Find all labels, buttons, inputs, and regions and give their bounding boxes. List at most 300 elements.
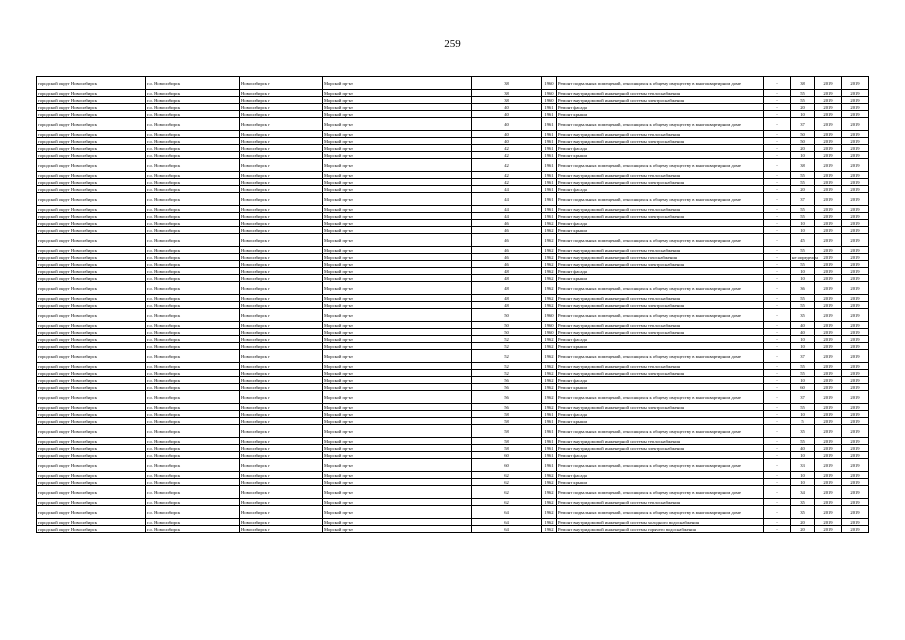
build-year-cell: 1962 xyxy=(542,519,557,526)
district-cell: г.о. Новосибирск xyxy=(146,111,240,118)
city-cell: Новосибирск г xyxy=(240,77,323,90)
city-cell: Новосибирск г xyxy=(240,363,323,370)
extra-cell: - xyxy=(764,261,791,268)
build-year-cell: 1962 xyxy=(542,282,557,295)
table-row xyxy=(37,526,869,533)
district-cell: г.о. Новосибирск xyxy=(146,370,240,377)
street-cell: Морской пр-кт xyxy=(323,186,472,193)
municipality-cell: городской округ Новосибирск xyxy=(37,206,146,213)
table-row xyxy=(37,343,869,350)
end-year-cell: 2019 xyxy=(842,282,869,295)
street-cell: Морской пр-кт xyxy=(323,282,472,295)
build-year-cell: 1962 xyxy=(542,302,557,309)
house-number-cell: 56 xyxy=(472,391,542,404)
extra-cell: - xyxy=(764,343,791,350)
municipality-cell: городской округ Новосибирск xyxy=(37,295,146,302)
start-year-cell: 2019 xyxy=(815,145,842,152)
district-cell: г.о. Новосибирск xyxy=(146,411,240,418)
street-cell: Морской пр-кт xyxy=(323,111,472,118)
extra-cell: - xyxy=(764,159,791,172)
table-row xyxy=(37,282,869,295)
street-cell: Морской пр-кт xyxy=(323,145,472,152)
work-type-cell: Ремонт внутридомовой инженерной системы электроснабжения xyxy=(557,213,764,220)
table-row xyxy=(37,138,869,145)
end-year-cell: 2019 xyxy=(842,234,869,247)
city-cell: Новосибирск г xyxy=(240,452,323,459)
work-type-cell: Ремонт подвальных помещений, относящихся к общему имуществу в многоквартирном доме xyxy=(557,159,764,172)
city-cell: Новосибирск г xyxy=(240,459,323,472)
wear-cell: 10 xyxy=(791,472,815,479)
work-type-cell: Ремонт фасада xyxy=(557,377,764,384)
work-type-cell: Ремонт внутридомовой инженерной системы электроснабжения xyxy=(557,302,764,309)
start-year-cell: 2019 xyxy=(815,336,842,343)
street-cell: Морской пр-кт xyxy=(323,445,472,452)
extra-cell: - xyxy=(764,104,791,111)
table-row xyxy=(37,418,869,425)
build-year-cell: 1961 xyxy=(542,425,557,438)
district-cell: г.о. Новосибирск xyxy=(146,275,240,282)
wear-cell: 35 xyxy=(791,309,815,322)
wear-cell: 37 xyxy=(791,350,815,363)
table-row xyxy=(37,459,869,472)
end-year-cell: 2019 xyxy=(842,377,869,384)
end-year-cell: 2019 xyxy=(842,425,869,438)
build-year-cell: 1962 xyxy=(542,261,557,268)
street-cell: Морской пр-кт xyxy=(323,363,472,370)
municipality-cell: городской округ Новосибирск xyxy=(37,138,146,145)
street-cell: Морской пр-кт xyxy=(323,152,472,159)
house-number-cell: 40 xyxy=(472,111,542,118)
city-cell: Новосибирск г xyxy=(240,302,323,309)
build-year-cell: 1961 xyxy=(542,418,557,425)
street-cell: Морской пр-кт xyxy=(323,302,472,309)
table-row xyxy=(37,452,869,459)
start-year-cell: 2019 xyxy=(815,506,842,519)
municipality-cell: городской округ Новосибирск xyxy=(37,322,146,329)
work-type-cell: Ремонт крыши xyxy=(557,111,764,118)
table-row xyxy=(37,384,869,391)
street-cell: Морской пр-кт xyxy=(323,418,472,425)
work-type-cell: Ремонт подвальных помещений, относящихся к общему имуществу в многоквартирном доме xyxy=(557,391,764,404)
work-type-cell: Ремонт внутридомовой инженерной системы теплоснабжения xyxy=(557,131,764,138)
street-cell: Морской пр-кт xyxy=(323,499,472,506)
end-year-cell: 2019 xyxy=(842,486,869,499)
work-type-cell: Ремонт внутридомовой инженерной системы теплоснабжения xyxy=(557,363,764,370)
work-type-cell: Ремонт внутридомовой инженерной системы электроснабжения xyxy=(557,329,764,336)
work-type-cell: Ремонт внутридомовой инженерной системы теплоснабжения xyxy=(557,499,764,506)
house-number-cell: 62 xyxy=(472,486,542,499)
street-cell: Морской пр-кт xyxy=(323,172,472,179)
district-cell: г.о. Новосибирск xyxy=(146,445,240,452)
build-year-cell: 1961 xyxy=(542,459,557,472)
extra-cell: - xyxy=(764,425,791,438)
work-type-cell: Ремонт внутридомовой инженерной системы электроснабжения xyxy=(557,404,764,411)
district-cell: г.о. Новосибирск xyxy=(146,438,240,445)
municipality-cell: городской округ Новосибирск xyxy=(37,526,146,533)
work-type-cell: Ремонт подвальных помещений, относящихся к общему имуществу в многоквартирном доме xyxy=(557,193,764,206)
build-year-cell: 1961 xyxy=(542,138,557,145)
city-cell: Новосибирск г xyxy=(240,152,323,159)
municipality-cell: городской округ Новосибирск xyxy=(37,343,146,350)
district-cell: г.о. Новосибирск xyxy=(146,404,240,411)
end-year-cell: 2019 xyxy=(842,97,869,104)
district-cell: г.о. Новосибирск xyxy=(146,322,240,329)
house-number-cell: 48 xyxy=(472,302,542,309)
extra-cell: - xyxy=(764,282,791,295)
work-type-cell: Ремонт внутридомовой инженерной системы электроснабжения xyxy=(557,445,764,452)
extra-cell: - xyxy=(764,438,791,445)
municipality-cell: городской округ Новосибирск xyxy=(37,309,146,322)
start-year-cell: 2019 xyxy=(815,247,842,254)
extra-cell: - xyxy=(764,519,791,526)
build-year-cell: 1962 xyxy=(542,370,557,377)
start-year-cell: 2019 xyxy=(815,77,842,90)
district-cell: г.о. Новосибирск xyxy=(146,302,240,309)
municipality-cell: городской округ Новосибирск xyxy=(37,254,146,261)
build-year-cell: 1960 xyxy=(542,77,557,90)
work-type-cell: Ремонт внутридомовой инженерной системы холодного водоснабжения xyxy=(557,519,764,526)
wear-cell: 10 xyxy=(791,336,815,343)
house-number-cell: 38 xyxy=(472,77,542,90)
build-year-cell: 1962 xyxy=(542,526,557,533)
extra-cell: - xyxy=(764,234,791,247)
build-year-cell: 1962 xyxy=(542,220,557,227)
end-year-cell: 2019 xyxy=(842,275,869,282)
street-cell: Морской пр-кт xyxy=(323,275,472,282)
municipality-cell: городской округ Новосибирск xyxy=(37,220,146,227)
wear-cell: 10 xyxy=(791,152,815,159)
district-cell: г.о. Новосибирск xyxy=(146,138,240,145)
extra-cell: - xyxy=(764,302,791,309)
wear-cell: 37 xyxy=(791,118,815,131)
street-cell: Морской пр-кт xyxy=(323,519,472,526)
work-type-cell: Ремонт внутридомовой инженерной системы теплоснабжения xyxy=(557,295,764,302)
table-row xyxy=(37,152,869,159)
city-cell: Новосибирск г xyxy=(240,526,323,533)
build-year-cell: 1961 xyxy=(542,159,557,172)
municipality-cell: городской округ Новосибирск xyxy=(37,391,146,404)
end-year-cell: 2019 xyxy=(842,363,869,370)
extra-cell: - xyxy=(764,506,791,519)
municipality-cell: городской округ Новосибирск xyxy=(37,268,146,275)
municipality-cell: городской округ Новосибирск xyxy=(37,77,146,90)
street-cell: Морской пр-кт xyxy=(323,391,472,404)
start-year-cell: 2019 xyxy=(815,479,842,486)
work-type-cell: Ремонт крыши xyxy=(557,227,764,234)
house-number-cell: 42 xyxy=(472,172,542,179)
house-number-cell: 58 xyxy=(472,411,542,418)
wear-cell: 55 xyxy=(791,90,815,97)
build-year-cell: 1962 xyxy=(542,479,557,486)
municipality-cell: городской округ Новосибирск xyxy=(37,213,146,220)
work-type-cell: Ремонт подвальных помещений, относящихся к общему имуществу в многоквартирном доме xyxy=(557,282,764,295)
house-number-cell: 40 xyxy=(472,131,542,138)
end-year-cell: 2019 xyxy=(842,159,869,172)
start-year-cell: 2019 xyxy=(815,322,842,329)
city-cell: Новосибирск г xyxy=(240,220,323,227)
table-row xyxy=(37,350,869,363)
house-number-cell: 46 xyxy=(472,234,542,247)
street-cell: Морской пр-кт xyxy=(323,206,472,213)
start-year-cell: 2019 xyxy=(815,363,842,370)
municipality-cell: городской округ Новосибирск xyxy=(37,411,146,418)
municipality-cell: городской округ Новосибирск xyxy=(37,111,146,118)
street-cell: Морской пр-кт xyxy=(323,438,472,445)
house-number-cell: 60 xyxy=(472,459,542,472)
work-type-cell: Ремонт внутридомовой инженерной системы теплоснабжения xyxy=(557,206,764,213)
extra-cell: - xyxy=(764,363,791,370)
start-year-cell: 2019 xyxy=(815,261,842,268)
street-cell: Морской пр-кт xyxy=(323,90,472,97)
house-number-cell: 48 xyxy=(472,295,542,302)
municipality-cell: городской округ Новосибирск xyxy=(37,384,146,391)
district-cell: г.о. Новосибирск xyxy=(146,234,240,247)
municipality-cell: городской округ Новосибирск xyxy=(37,302,146,309)
municipality-cell: городской округ Новосибирск xyxy=(37,519,146,526)
house-number-cell: 44 xyxy=(472,206,542,213)
city-cell: Новосибирск г xyxy=(240,445,323,452)
extra-cell: - xyxy=(764,336,791,343)
extra-cell: - xyxy=(764,213,791,220)
build-year-cell: 1962 xyxy=(542,247,557,254)
wear-cell: 37 xyxy=(791,391,815,404)
street-cell: Морской пр-кт xyxy=(323,377,472,384)
build-year-cell: 1962 xyxy=(542,391,557,404)
extra-cell: - xyxy=(764,472,791,479)
start-year-cell: 2019 xyxy=(815,295,842,302)
district-cell: г.о. Новосибирск xyxy=(146,159,240,172)
table-row xyxy=(37,363,869,370)
build-year-cell: 1962 xyxy=(542,275,557,282)
district-cell: г.о. Новосибирск xyxy=(146,145,240,152)
table-row xyxy=(37,172,869,179)
district-cell: г.о. Новосибирск xyxy=(146,193,240,206)
table-row xyxy=(37,425,869,438)
street-cell: Морской пр-кт xyxy=(323,343,472,350)
house-number-cell: 64 xyxy=(472,506,542,519)
build-year-cell: 1962 xyxy=(542,472,557,479)
city-cell: Новосибирск г xyxy=(240,145,323,152)
work-type-cell: Ремонт подвальных помещений, относящихся к общему имуществу в многоквартирном доме xyxy=(557,506,764,519)
table-row xyxy=(37,391,869,404)
extra-cell: - xyxy=(764,247,791,254)
house-number-cell: 42 xyxy=(472,145,542,152)
wear-cell: 55 xyxy=(791,295,815,302)
municipality-cell: городской округ Новосибирск xyxy=(37,179,146,186)
start-year-cell: 2019 xyxy=(815,499,842,506)
wear-cell: 10 xyxy=(791,275,815,282)
start-year-cell: 2019 xyxy=(815,329,842,336)
extra-cell: - xyxy=(764,526,791,533)
municipality-cell: городской округ Новосибирск xyxy=(37,472,146,479)
extra-cell: - xyxy=(764,97,791,104)
city-cell: Новосибирск г xyxy=(240,90,323,97)
end-year-cell: 2019 xyxy=(842,322,869,329)
street-cell: Морской пр-кт xyxy=(323,425,472,438)
table-row xyxy=(37,275,869,282)
wear-cell: 10 xyxy=(791,343,815,350)
table-row xyxy=(37,179,869,186)
end-year-cell: 2019 xyxy=(842,254,869,261)
extra-cell: - xyxy=(764,254,791,261)
house-number-cell: 58 xyxy=(472,438,542,445)
end-year-cell: 2019 xyxy=(842,459,869,472)
build-year-cell: 1962 xyxy=(542,384,557,391)
end-year-cell: 2019 xyxy=(842,206,869,213)
end-year-cell: 2019 xyxy=(842,384,869,391)
table-row xyxy=(37,186,869,193)
table-row xyxy=(37,159,869,172)
wear-cell: 10 xyxy=(791,479,815,486)
start-year-cell: 2019 xyxy=(815,220,842,227)
end-year-cell: 2019 xyxy=(842,295,869,302)
extra-cell: - xyxy=(764,145,791,152)
extra-cell: - xyxy=(764,322,791,329)
end-year-cell: 2019 xyxy=(842,472,869,479)
build-year-cell: 1962 xyxy=(542,377,557,384)
house-number-cell: 40 xyxy=(472,138,542,145)
district-cell: г.о. Новосибирск xyxy=(146,261,240,268)
page-number: 259 xyxy=(444,38,461,50)
build-year-cell: 1961 xyxy=(542,131,557,138)
work-type-cell: Ремонт фасада xyxy=(557,268,764,275)
city-cell: Новосибирск г xyxy=(240,350,323,363)
wear-cell: 10 xyxy=(791,227,815,234)
extra-cell: - xyxy=(764,206,791,213)
municipality-cell: городской округ Новосибирск xyxy=(37,336,146,343)
end-year-cell: 2019 xyxy=(842,329,869,336)
start-year-cell: 2019 xyxy=(815,282,842,295)
work-type-cell: Ремонт внутридомовой инженерной системы теплоснабжения xyxy=(557,247,764,254)
end-year-cell: 2019 xyxy=(842,220,869,227)
municipality-cell: городской округ Новосибирск xyxy=(37,145,146,152)
wear-cell: 55 xyxy=(791,247,815,254)
wear-cell: 20 xyxy=(791,186,815,193)
house-number-cell: 52 xyxy=(472,350,542,363)
start-year-cell: 2019 xyxy=(815,350,842,363)
work-type-cell: Ремонт фасада xyxy=(557,220,764,227)
build-year-cell: 1961 xyxy=(542,193,557,206)
house-number-cell: 58 xyxy=(472,425,542,438)
build-year-cell: 1961 xyxy=(542,172,557,179)
wear-cell: 10 xyxy=(791,411,815,418)
wear-cell: 37 xyxy=(791,193,815,206)
district-cell: г.о. Новосибирск xyxy=(146,384,240,391)
extra-cell: - xyxy=(764,227,791,234)
end-year-cell: 2019 xyxy=(842,186,869,193)
city-cell: Новосибирск г xyxy=(240,411,323,418)
extra-cell: - xyxy=(764,309,791,322)
city-cell: Новосибирск г xyxy=(240,377,323,384)
street-cell: Морской пр-кт xyxy=(323,322,472,329)
work-type-cell: Ремонт внутридомовой инженерной системы теплоснабжения xyxy=(557,172,764,179)
street-cell: Морской пр-кт xyxy=(323,336,472,343)
build-year-cell: 1961 xyxy=(542,438,557,445)
house-number-cell: 64 xyxy=(472,526,542,533)
start-year-cell: 2019 xyxy=(815,138,842,145)
street-cell: Морской пр-кт xyxy=(323,77,472,90)
table-row xyxy=(37,118,869,131)
work-type-cell: Ремонт фасада xyxy=(557,472,764,479)
district-cell: г.о. Новосибирск xyxy=(146,77,240,90)
municipality-cell: городской округ Новосибирск xyxy=(37,261,146,268)
city-cell: Новосибирск г xyxy=(240,438,323,445)
table-row xyxy=(37,329,869,336)
district-cell: г.о. Новосибирск xyxy=(146,343,240,350)
house-number-cell: 46 xyxy=(472,254,542,261)
city-cell: Новосибирск г xyxy=(240,472,323,479)
wear-cell: 40 xyxy=(791,322,815,329)
house-number-cell: 46 xyxy=(472,220,542,227)
work-type-cell: Ремонт фасада xyxy=(557,336,764,343)
wear-cell: 20 xyxy=(791,145,815,152)
work-type-cell: Ремонт крыши xyxy=(557,343,764,350)
repair-schedule-table xyxy=(36,76,869,533)
municipality-cell: городской округ Новосибирск xyxy=(37,404,146,411)
table-row xyxy=(37,438,869,445)
street-cell: Морской пр-кт xyxy=(323,234,472,247)
work-type-cell: Ремонт подвальных помещений, относящихся к общему имуществу в многоквартирном доме xyxy=(557,459,764,472)
start-year-cell: 2019 xyxy=(815,97,842,104)
street-cell: Морской пр-кт xyxy=(323,193,472,206)
house-number-cell: 46 xyxy=(472,247,542,254)
municipality-cell: городской округ Новосибирск xyxy=(37,499,146,506)
wear-cell: 55 xyxy=(791,438,815,445)
house-number-cell: 64 xyxy=(472,519,542,526)
house-number-cell: 44 xyxy=(472,186,542,193)
build-year-cell: 1960 xyxy=(542,329,557,336)
municipality-cell: городской округ Новосибирск xyxy=(37,186,146,193)
wear-cell: 20 xyxy=(791,104,815,111)
work-type-cell: Ремонт крыши xyxy=(557,275,764,282)
street-cell: Морской пр-кт xyxy=(323,227,472,234)
city-cell: Новосибирск г xyxy=(240,186,323,193)
build-year-cell: 1962 xyxy=(542,350,557,363)
start-year-cell: 2019 xyxy=(815,206,842,213)
house-number-cell: 52 xyxy=(472,343,542,350)
city-cell: Новосибирск г xyxy=(240,275,323,282)
street-cell: Морской пр-кт xyxy=(323,254,472,261)
start-year-cell: 2019 xyxy=(815,152,842,159)
build-year-cell: 1962 xyxy=(542,254,557,261)
work-type-cell: Ремонт внутридомовой инженерной системы электроснабжения xyxy=(557,97,764,104)
city-cell: Новосибирск г xyxy=(240,519,323,526)
city-cell: Новосибирск г xyxy=(240,268,323,275)
start-year-cell: 2019 xyxy=(815,343,842,350)
end-year-cell: 2019 xyxy=(842,519,869,526)
build-year-cell: 1962 xyxy=(542,343,557,350)
build-year-cell: 1962 xyxy=(542,404,557,411)
municipality-cell: городской округ Новосибирск xyxy=(37,90,146,97)
street-cell: Морской пр-кт xyxy=(323,138,472,145)
district-cell: г.о. Новосибирск xyxy=(146,499,240,506)
table-row xyxy=(37,234,869,247)
house-number-cell: 56 xyxy=(472,377,542,384)
street-cell: Морской пр-кт xyxy=(323,411,472,418)
extra-cell: - xyxy=(764,152,791,159)
municipality-cell: городской округ Новосибирск xyxy=(37,459,146,472)
city-cell: Новосибирск г xyxy=(240,247,323,254)
build-year-cell: 1962 xyxy=(542,486,557,499)
build-year-cell: 1962 xyxy=(542,227,557,234)
end-year-cell: 2019 xyxy=(842,172,869,179)
municipality-cell: городской округ Новосибирск xyxy=(37,159,146,172)
street-cell: Морской пр-кт xyxy=(323,526,472,533)
wear-cell: 55 xyxy=(791,179,815,186)
house-number-cell: 62 xyxy=(472,499,542,506)
start-year-cell: 2019 xyxy=(815,118,842,131)
district-cell: г.о. Новосибирск xyxy=(146,350,240,363)
